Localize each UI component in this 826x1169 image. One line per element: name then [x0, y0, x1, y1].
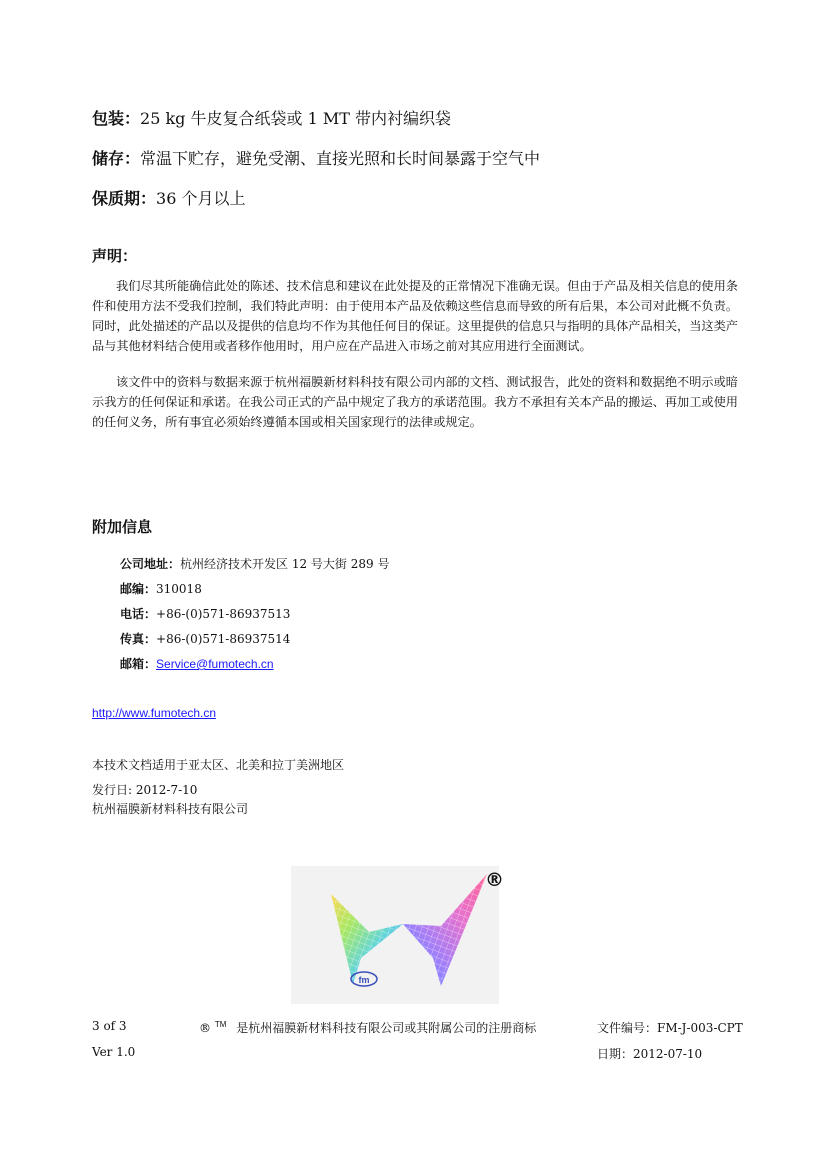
issue-date: 发行日: 2012-7-10	[92, 783, 198, 797]
tm-mark: TM	[214, 1020, 227, 1029]
company-logo	[291, 866, 504, 1004]
address-label: 公司地址：	[120, 557, 181, 571]
shelf-life-value: 36 个月以上	[156, 189, 246, 208]
company-name: 杭州福膜新材料科技有限公司	[92, 802, 249, 816]
footer-date: 日期：2012-07-10	[597, 1047, 703, 1061]
trademark-line	[199, 1019, 536, 1036]
postcode-label: 邮编：	[120, 582, 157, 596]
postcode-line	[120, 580, 202, 597]
address-value: 杭州经济技术开发区 12 号大街 289 号	[180, 557, 390, 571]
shelf-life-label: 保质期：	[92, 189, 157, 208]
trademark-symbol: ®	[199, 1021, 215, 1035]
storage-label: 储存：	[92, 149, 141, 168]
version: Ver 1.0	[92, 1045, 136, 1059]
storage-line	[92, 146, 540, 169]
email-link[interactable]: Service@fumotech.cn	[156, 657, 274, 671]
fax-line	[120, 630, 290, 647]
applicability-note: 本技术文档适用于亚太区、北美和拉丁美洲地区	[92, 758, 345, 772]
statement-paragraph-1: 我们尽其所能确信此处的陈述、技术信息和建议在此处提及的正常情况下准确无误。但由于产品及相关信息的使用条件和使用方法不受我们控制，我们特此声明：由于使用本产品及依赖这些信息而导致的所有后果，本公司对此概不负责。同时，此处描述的产品以及提供的信息均不作为其他任何目的保证。这里提供的信息只与指明的具体产品相关，当这类产品与其他材料结合使用或者移作他用时，用户应在产品进入市场之前对其应用进行全面测试。	[92, 279, 738, 353]
email-label: 邮箱：	[120, 657, 157, 671]
packaging-label: 包装：	[92, 109, 141, 128]
additional-info-title: 附加信息	[92, 518, 153, 536]
trademark-text: 是杭州福膜新材料科技有限公司或其附属公司的注册商标	[236, 1021, 537, 1035]
packaging-value: 25 kg 牛皮复合纸袋或 1 MT 带内衬编织袋	[140, 109, 451, 128]
storage-value: 常温下贮存，避免受潮、直接光照和长时间暴露于空气中	[140, 149, 541, 168]
phone-value: +86-(0)571-86937513	[156, 607, 291, 621]
registered-mark: ®	[485, 869, 504, 891]
website-link[interactable]: http://www.fumotech.cn	[92, 706, 217, 720]
address-line	[120, 555, 389, 572]
page-number: 3 of 3	[92, 1019, 127, 1033]
fax-value: +86-(0)571-86937514	[156, 632, 291, 646]
postcode-value: 310018	[156, 582, 202, 596]
document-number: 文件编号：FM-J-003-CPT	[597, 1021, 743, 1035]
email-line	[120, 655, 274, 672]
logo-initials: fm	[358, 975, 370, 985]
fax-label: 传真：	[120, 632, 157, 646]
phone-line	[120, 605, 290, 622]
packaging-line	[92, 106, 451, 129]
phone-label: 电话：	[120, 607, 157, 621]
statement-title: 声明：	[92, 247, 138, 265]
fumotech-mesh-logo-icon	[291, 866, 499, 1004]
shelf-life-line	[92, 186, 245, 209]
statement-paragraph-2: 该文件中的资料与数据来源于杭州福膜新材料科技有限公司内部的文档、测试报告，此处的资料和数据绝不明示或暗示我方的任何保证和承诺。在我公司正式的产品中规定了我方的承诺范围。我方不承担有关本产品的搬运、再加工或使用的任何义务，所有事宜必须始终遵循本国或相关国家现行的法律或规定。	[92, 375, 738, 429]
